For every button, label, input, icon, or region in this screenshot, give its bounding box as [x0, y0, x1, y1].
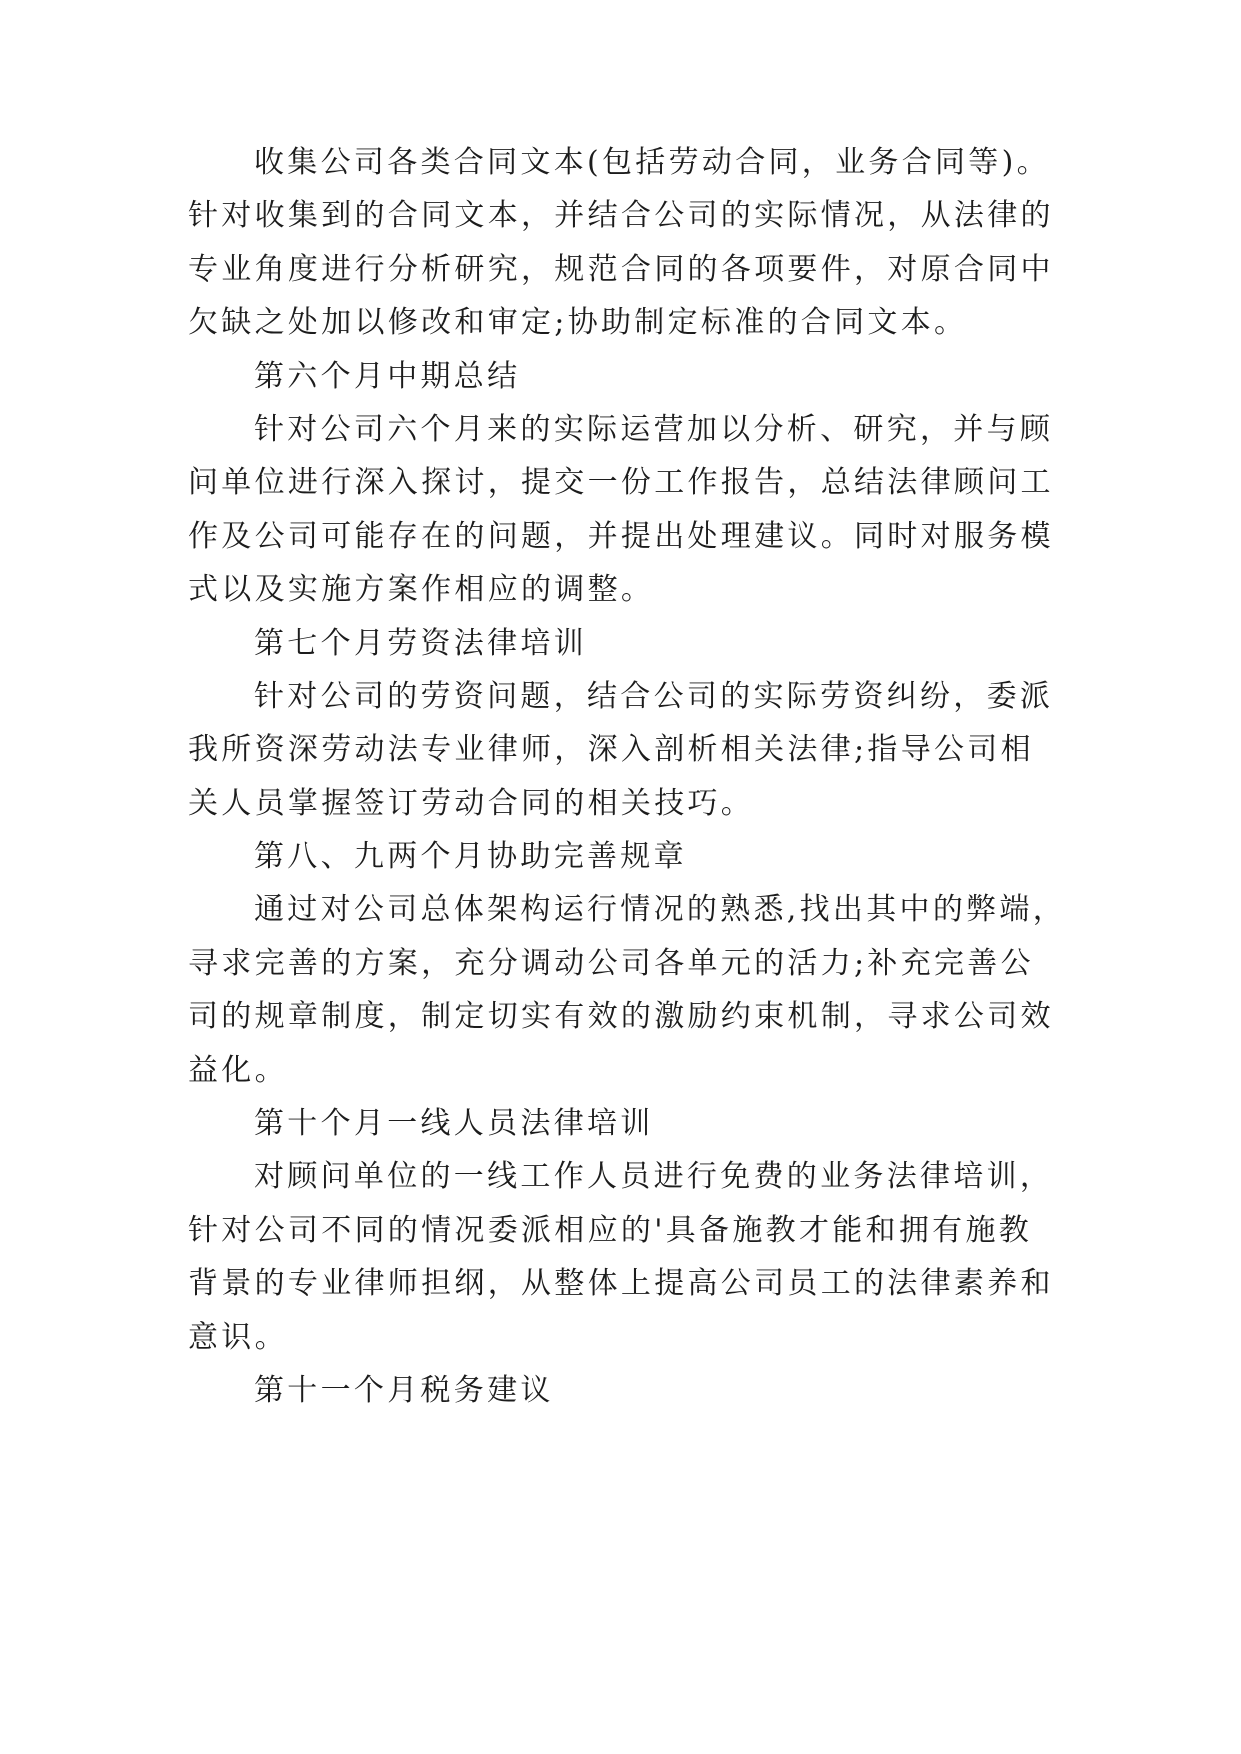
- paragraph-line: 通过对公司总体架构运行情况的熟悉,找出其中的弊端，: [254, 892, 1067, 928]
- paragraph-line: 作及公司可能存在的问题，并提出处理建议。同时对服务模: [188, 518, 1054, 554]
- section-heading: [188, 350, 1088, 403]
- paragraph-line: 关人员掌握签订劳动合同的相关技巧。: [188, 785, 755, 821]
- paragraph-line: 针对公司的劳资问题，结合公司的实际劳资纠纷，委派: [254, 678, 1054, 714]
- paragraph-line: 专业角度进行分析研究，规范合同的各项要件，对原合同中: [188, 251, 1054, 287]
- paragraph: [188, 1150, 1088, 1364]
- paragraph-line: 寻求完善的方案，充分调动公司各单元的活力;补充完善公: [188, 945, 1034, 981]
- paragraph-line: 欠缺之处加以修改和审定;协助制定标准的合同文本。: [188, 305, 968, 341]
- paragraph-line: 益化。: [188, 1052, 288, 1088]
- section-heading: [188, 617, 1088, 670]
- paragraph-line: 针对公司不同的情况委派相应的'具备施教才能和拥有施教: [188, 1212, 1033, 1248]
- paragraph-line: 针对收集到的合同文本，并结合公司的实际情况，从法律的: [188, 198, 1054, 234]
- document-body: [188, 136, 1088, 1417]
- paragraph: [188, 403, 1088, 617]
- paragraph-line: 问单位进行深入探讨，提交一份工作报告，总结法律顾问工: [188, 465, 1054, 501]
- paragraph-line: 对顾问单位的一线工作人员进行免费的业务法律培训，: [254, 1159, 1054, 1195]
- paragraph-line: 针对公司六个月来的实际运营加以分析、研究，并与顾: [254, 411, 1054, 447]
- section-heading-text: 第八、九两个月协助完善规章: [254, 839, 687, 875]
- paragraph-line: 收集公司各类合同文本(包括劳动合同，业务合同等)。: [254, 145, 1050, 180]
- section-heading-text: 第十个月一线人员法律培训: [254, 1106, 654, 1142]
- section-heading-text: 第六个月中期总结: [254, 358, 521, 394]
- section-heading: [188, 830, 1088, 883]
- paragraph-line: 式以及实施方案作相应的调整。: [188, 572, 655, 608]
- section-heading: [188, 1097, 1088, 1150]
- paragraph-line: 我所资深劳动法专业律师，深入剖析相关法律;指导公司相: [188, 732, 1034, 768]
- section-heading-text: 第十一个月税务建议: [254, 1372, 554, 1408]
- section-heading-text: 第七个月劳资法律培训: [254, 625, 587, 661]
- paragraph: [188, 883, 1088, 1097]
- paragraph-line: 意识。: [188, 1319, 288, 1355]
- paragraph-line: 背景的专业律师担纲，从整体上提高公司员工的法律素养和: [188, 1266, 1054, 1302]
- paragraph-line: 司的规章制度，制定切实有效的激励约束机制，寻求公司效: [188, 999, 1054, 1035]
- section-heading: [188, 1364, 1088, 1417]
- paragraph: [188, 136, 1088, 350]
- paragraph: [188, 670, 1088, 830]
